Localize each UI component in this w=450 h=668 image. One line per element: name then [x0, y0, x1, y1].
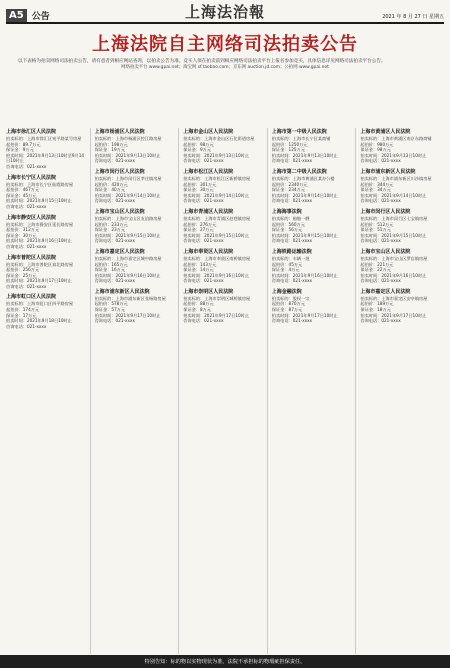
announcement-item [95, 208, 176, 244]
announcement-court: 上海市宝山区人民法院 [94, 208, 145, 215]
announcement-line: 咨询电话：021-xxxx [360, 238, 401, 244]
announcement-line: 咨询电话：021-xxxx [271, 158, 313, 164]
announcement-line: 咨询电话：021-xxxx [94, 198, 135, 204]
announcement-line: 咨询电话：021-xxxx [360, 198, 401, 204]
announcement-line: 拍卖标的：上海市浦东新区张杨路房屋 [94, 295, 166, 301]
dateline: 2021 年 8 月 27 日 星期五 [382, 14, 444, 20]
announcement-line: 拍卖时间：2021年9月16日10时止 [94, 272, 161, 278]
announcement-item [6, 128, 87, 170]
announcement-line: 咨询电话：021-xxxx [183, 278, 224, 284]
announcement-line: 咨询电话：021-xxxx [6, 283, 47, 289]
announcement-court: 上海金融法院 [271, 288, 302, 295]
announcement-line: 拍卖时间：2021年9月16日10时止 [183, 272, 250, 278]
announcement-item [272, 168, 353, 204]
announcement-line: 起拍价：189万元 [360, 301, 394, 307]
announcement-column [6, 128, 91, 654]
announcement-line: 起拍价：467万元 [6, 187, 40, 193]
announcement-line: 保证金：4万元 [271, 267, 300, 273]
announcement-line: 拍卖时间：2021年9月17日10时止 [94, 312, 161, 318]
announcement-item [360, 288, 441, 324]
announcement-line: 拍卖标的：上海市杨浦区控江路房屋 [94, 136, 162, 141]
announcement-line: 拍卖标的：上海市长宁区某商铺 [271, 136, 331, 141]
announcement-line: 起拍价：233万元 [94, 221, 128, 227]
footer-notice [0, 655, 450, 668]
announcement-item [183, 248, 264, 284]
announcement-line: 起拍价：165万元 [94, 261, 128, 267]
announcement-court: 上海市第二中级人民法院 [271, 168, 327, 175]
announcement-line: 起拍价：2340万元 [271, 181, 308, 187]
page-header [6, 0, 444, 24]
announcement-court: 上海市徐汇区人民法院 [6, 129, 57, 135]
announcement-line: 拍卖时间：2021年9月15日10时止 [94, 232, 161, 238]
announcement-line: 拍卖标的：股权一宗 [271, 295, 310, 301]
announcement-line: 拍卖时间：2021年9月16日10时止 [360, 272, 427, 278]
announcement-line: 咨询电话：021-xxxx [94, 158, 135, 164]
announcement-item [6, 293, 87, 329]
announcement-item [95, 248, 176, 284]
announcement-line: 起拍价：578万元 [94, 301, 128, 307]
announcement-line: 拍卖标的：上海市静安区延长路房屋 [6, 221, 74, 227]
announcement-line: 起拍价：45万元 [271, 261, 303, 267]
announcement-court: 上海市闵行区人民法院 [360, 208, 411, 215]
announcement-line: 拍卖时间：2021年9月14日10时止 [94, 192, 161, 198]
announcement-line: 起拍价：870万元 [271, 301, 305, 307]
announcement-line: 咨询电话：021-xxxx [360, 158, 401, 164]
announcement-line: 咨询电话：021-xxxx [271, 318, 313, 324]
announcement-line: 起拍价：420万元 [94, 181, 128, 187]
announcement-line: 拍卖时间：2021年9月13日10时至9月14日10时止 [6, 152, 85, 164]
announcement-line: 咨询电话：021-xxxx [183, 238, 224, 244]
announcement-court: 上海市崇明区人民法院 [183, 288, 234, 295]
announcement-court: 上海市松江区人民法院 [183, 168, 234, 175]
announcement-line: 拍卖时间：2021年9月15日10时止 [6, 198, 72, 204]
announcement-item [183, 168, 264, 204]
masthead: 上海法治報 [184, 3, 265, 21]
announcement-line: 拍卖标的：上海市闵行区七宝镇房屋 [360, 215, 428, 221]
announcement-line: 拍卖时间：2021年9月13日10时止 [94, 152, 161, 158]
announcement-line: 起拍价：89.7万元 [6, 141, 41, 147]
announcement-line: 拍卖标的：上海市黄浦区某办公楼 [271, 175, 335, 181]
announcement-court: 上海市虹口区人民法院 [6, 294, 57, 301]
announcement-line: 起拍价：276万元 [183, 221, 217, 227]
announcement-line: 拍卖时间：2021年9月13日10时止 [360, 152, 427, 158]
announcement-line: 咨询电话：021-xxxx [271, 198, 313, 204]
announcement-line: 保证金：98万元 [360, 147, 391, 153]
announcement-line: 拍卖标的：上海市普陀区真北路房屋 [6, 261, 74, 267]
platform-list: 网络拍卖平台 www.gpai.net；淘宝网 sf.taobao.com；京东网 auction.jd.com；公拍网 www.gpai.net [121, 65, 329, 70]
announcement-line: 起拍价：174万元 [6, 307, 40, 313]
announcement-column [360, 128, 444, 654]
announcement-line: 起拍价：198万元 [94, 141, 128, 147]
announcement-line: 拍卖标的：上海市虹口区四平路房屋 [6, 301, 74, 307]
announcement-line: 保证金：56万元 [271, 227, 303, 233]
announcement-line: 保证金：87万元 [271, 307, 303, 313]
announcement-line: 咨询电话：021-xxxx [6, 203, 47, 209]
announcement-item [6, 254, 87, 290]
announcement-line: 保证金：9万元 [6, 147, 34, 153]
announcement-line: 咨询电话：021-xxxx [360, 318, 401, 324]
announcement-item [360, 168, 441, 204]
announcement-item [272, 128, 353, 164]
announcement-line: 咨询电话：021-xxxx [94, 318, 135, 324]
announcement-line: 起拍价：1250万元 [271, 141, 308, 147]
announcement-line: 咨询电话：021-xxxx [271, 278, 313, 284]
announcement-court: 上海市嘉定区人民法院 [94, 248, 145, 255]
announcement-court: 上海市黄浦区人民法院 [360, 129, 411, 135]
announcement-item [95, 168, 176, 204]
announcement-line: 咨询电话：021-xxxx [94, 238, 135, 244]
announcement-line: 保证金：18万元 [360, 307, 391, 313]
announcement-item [272, 288, 353, 324]
announcement-line: 保证金：14万元 [183, 267, 214, 273]
announcement-court: 上海市第一中级人民法院 [271, 129, 327, 135]
announcement-line: 拍卖时间：2021年9月14日10时止 [183, 192, 250, 198]
announcement-line: 咨询电话：021-xxxx [271, 238, 313, 244]
announcement-court: 上海市长宁区人民法院 [6, 174, 57, 181]
announcement-court: 上海市静安区人民法院 [6, 214, 57, 221]
announcement-line: 拍卖标的：上海市徐汇区宛平路某号房屋 [6, 136, 82, 141]
announcement-line: 拍卖标的：船舶一艘 [271, 215, 310, 221]
announcement-item [360, 208, 441, 244]
announcement-line: 保证金：34万元 [360, 187, 391, 193]
announcement-court: 上海市浦东新区人民法院 [94, 288, 150, 295]
announcement-item [360, 128, 441, 164]
announcement-court: 上海市普陀区人民法院 [6, 254, 57, 261]
announcement-line: 起拍价：980万元 [360, 141, 394, 147]
announcement-line: 保证金：125万元 [271, 147, 305, 153]
announcement-item [360, 248, 441, 284]
announcement-column [95, 128, 180, 654]
announcement-line: 咨询电话：021-xxxx [183, 318, 224, 324]
page-badge: A5 [6, 9, 27, 22]
announcement-line: 拍卖标的：上海市金山区石化街道房屋 [183, 136, 255, 141]
announcement-line: 拍卖标的：上海市崇明区城桥镇房屋 [183, 295, 251, 301]
announcement-line: 拍卖时间：2021年9月17日10时止 [183, 312, 250, 318]
announcement-line: 起拍价：88万元 [183, 301, 214, 307]
announcement-item [183, 128, 264, 164]
announcement-line: 起拍价：301万元 [183, 181, 217, 187]
announcement-court: 上海市青浦区人民法院 [183, 208, 234, 215]
announcement-line: 起拍价：256万元 [6, 267, 40, 273]
announcement-line: 保证金：19万元 [94, 147, 126, 153]
announcement-column [183, 128, 268, 654]
announcement-line: 咨询电话：021-xxxx [6, 323, 47, 329]
announcement-line: 拍卖时间：2021年9月15日10时止 [271, 232, 338, 238]
announcement-line: 保证金：45万元 [6, 192, 37, 198]
announcement-line: 起拍价：98万元 [183, 141, 214, 147]
announcement-line: 拍卖时间：2021年9月15日10时止 [360, 232, 427, 238]
announcement-line: 拍卖标的：上海市黄浦区南京东路商铺 [360, 136, 432, 141]
announcement-court: 上海市杨浦区人民法院 [94, 129, 145, 135]
announcement-item [272, 248, 353, 284]
page-title: 上海法院自主网络司法拍卖公告 [92, 34, 358, 55]
announcement-line: 拍卖标的：上海市松江区新桥镇房屋 [183, 175, 251, 181]
announcement-line: 保证金：27万元 [183, 227, 214, 233]
announcement-item [6, 214, 87, 250]
announcement-line: 起拍价：143万元 [183, 261, 217, 267]
announcement-item [95, 288, 176, 324]
announcement-line: 保证金：8万元 [183, 307, 211, 313]
announcement-line: 拍卖标的：上海市宝山区罗店镇房屋 [360, 255, 428, 261]
footer-text: 特别告知：标的物以实物现状为准，法院不承担标的物瑕疵担保责任。 [144, 659, 306, 665]
announcement-item [183, 288, 264, 324]
announcement-line: 拍卖时间：2021年9月16日10时止 [6, 238, 72, 244]
announcement-line: 拍卖时间：2021年9月17日10时止 [360, 312, 427, 318]
announcement-line: 拍卖时间：2021年9月14日10时止 [360, 192, 427, 198]
announcement-court: 上海海事法院 [271, 208, 302, 215]
announcement-court: 上海铁路运输法院 [271, 248, 312, 255]
announcement-court: 上海市闵行区人民法院 [94, 168, 145, 175]
announcement-line: 保证金：30万元 [6, 232, 37, 238]
announcement-line: 拍卖标的：车辆一批 [271, 255, 310, 261]
announcement-line: 拍卖时间：2021年9月16日10时止 [271, 272, 338, 278]
announcement-line: 拍卖时间：2021年9月18日10时止 [6, 318, 72, 324]
announcement-line: 拍卖时间：2021年9月17日10时止 [271, 312, 338, 318]
announcement-column [272, 128, 357, 654]
announcement-line: 起拍价：221万元 [360, 261, 394, 267]
announcement-item [183, 208, 264, 244]
announcement-line: 保证金：16万元 [94, 267, 126, 273]
announcement-line: 保证金：9万元 [183, 147, 211, 153]
announcement-line: 保证金：40万元 [94, 187, 126, 193]
announcement-line: 保证金：30万元 [183, 187, 214, 193]
announcement-court: 上海市嘉定区人民法院 [360, 288, 411, 295]
announcement-line: 起拍价：312万元 [6, 227, 40, 233]
announcement-line: 拍卖标的：上海市嘉定区安亭镇房屋 [360, 295, 428, 301]
announcement-line: 拍卖标的：上海市宝山区友谊路房屋 [94, 215, 162, 221]
announcement-court: 上海市金山区人民法院 [183, 129, 234, 135]
announcement-line: 咨询电话：021-xxxx [6, 243, 47, 249]
announcement-item [6, 174, 87, 210]
announcement-line: 保证金：25万元 [6, 272, 37, 278]
intro-paragraph: 以下表格为拍卖网络司法拍卖公告，请有意者到相应网站查询，以拍卖公告为准。竞买人须在拍卖前到相应网络司法拍卖平台上报名参加竞买，具体信息详见网络司法拍卖平台公告。 [18, 59, 386, 64]
announcement-line: 保证金：57万元 [94, 307, 126, 313]
announcement-line: 拍卖标的：上海市浦东新区川沙镇房屋 [360, 175, 432, 181]
announcement-line: 保证金：17万元 [6, 312, 37, 318]
announcement-item [272, 208, 353, 244]
announcement-court: 上海市浦东新区人民法院 [360, 168, 416, 175]
announcement-court: 上海市宝山区人民法院 [360, 248, 411, 255]
announcement-line: 保证金：51万元 [360, 227, 391, 233]
announcement-item [95, 128, 176, 164]
announcement-line: 咨询电话：021-xxxx [94, 278, 135, 284]
announcement-line: 拍卖标的：上海市长宁区仙霞路房屋 [6, 181, 74, 187]
announcement-line: 拍卖标的：上海市青浦区赵巷镇房屋 [183, 215, 251, 221]
announcement-line: 保证金：23万元 [94, 227, 126, 233]
announcement-line: 保证金：234万元 [271, 187, 305, 193]
announcement-line: 咨询电话：021-xxxx [183, 158, 224, 164]
announcement-line: 咨询电话：021-xxxx [360, 278, 401, 284]
announcement-line: 保证金：22万元 [360, 267, 391, 273]
announcement-line: 拍卖时间：2021年9月13日10时止 [183, 152, 250, 158]
announcement-line: 拍卖标的：上海市嘉定区城中路房屋 [94, 255, 162, 261]
section-label: 公告 [31, 12, 50, 22]
announcement-line: 起拍价：512万元 [360, 221, 394, 227]
announcement-columns [6, 128, 444, 654]
announcement-line: 拍卖标的：上海市奉贤区南桥镇房屋 [183, 255, 251, 261]
announcement-court: 上海市奉贤区人民法院 [183, 248, 234, 255]
announcement-line: 起拍价：560万元 [271, 221, 305, 227]
announcement-line: 拍卖时间：2021年9月14日10时止 [271, 192, 338, 198]
announcement-line: 拍卖时间：2021年9月13日10时止 [271, 152, 338, 158]
announcement-line: 拍卖时间：2021年9月17日10时止 [6, 278, 72, 284]
announcement-line: 拍卖标的：上海市闵行区莘庄镇房屋 [94, 175, 162, 181]
announcement-line: 起拍价：344万元 [360, 181, 394, 187]
announcement-line: 咨询电话：021-xxxx [183, 198, 224, 204]
announcement-line: 拍卖时间：2021年9月15日10时止 [183, 232, 250, 238]
announcement-line: 咨询电话：021-xxxx [6, 163, 47, 169]
